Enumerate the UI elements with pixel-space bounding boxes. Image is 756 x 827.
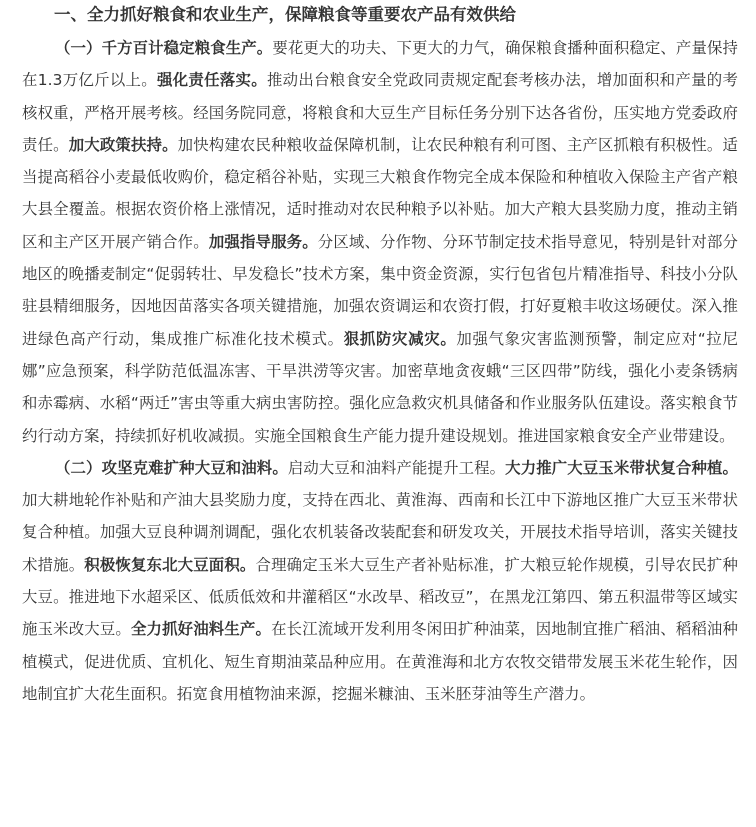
body-text: 加大耕地轮作补贴和产油大县奖励力度，支持在西北、黄淮海、西南和长江中下游地区推广大豆玉米带状复合种植。加强大豆良种调剂调配，强化农机装备改装配套和研发攻关，开展技术指导培训，落实关键技术措施。	[22, 491, 738, 574]
body-text: 推动出台粮食安全党政同责规定配套考核办法，增加面积和产量的考核权重，严格开展考核。经国务院同意，将粮食和大豆生产目标任务分别下达各省份，压实地方党委政府责任。	[22, 71, 738, 154]
body-text: 在长江流域开发利用冬闲田扩种油菜，因地制宜推广稻油、稻稻油种植模式，促进优质、宜机化、短生育期油菜品种应用。在黄淮海和北方农牧交错带发展玉米花生轮作，因地制宜扩大花生面积。拓宽食用植物油来源，挖掘米糠油、玉米胚芽油等生产潜力。	[22, 620, 738, 703]
point-title: 全力抓好油料生产。	[130, 620, 272, 639]
section-heading: 一、全力抓好粮食和农业生产，保障粮食等重要农产品有效供给	[54, 5, 516, 24]
point-title: 强化责任落实。	[156, 71, 267, 90]
body-text: 要花更大的功夫、下更大的力气，确保粮食播种面积稳定、产量保持在1.3万亿斤以上。	[22, 39, 738, 90]
paragraph-grain-production	[22, 32, 738, 452]
point-title: 狠抓防灾减灾。	[343, 329, 457, 348]
paragraph-soybean-oilseed	[22, 452, 738, 710]
point-title: 大力推广大豆玉米带状复合种植。	[505, 458, 738, 477]
point-title: 加强指导服务。	[208, 232, 318, 251]
subsection-title: （一）千方百计稳定粮食生产。	[55, 39, 273, 57]
body-text: 加强气象灾害监测预警，制定应对“拉尼娜”应急预案，科学防范低温冻害、干旱洪涝等灾害。加密草地贪夜蛾“三区四带”防线，强化小麦条锈病和赤霉病、水稻“两迁”害虫等重大病虫害防控。强化应急救灾机具储备和作业服务队伍建设。落实粮食节约行动方案，持续抓好机收减损。实施全国粮食生产能力提升建设规划。推进国家粮食安全产业带建设。	[22, 329, 738, 445]
body-text: 分区域、分作物、分环节制定技术指导意见，特别是针对部分地区的晚播麦制定“促弱转壮、早发稳长”技术方案，集中资金资源，实行包省包片精准指导、科技小分队驻县精细服务，因地因苗落实各项关键措施，加强农资调运和农资打假，打好夏粮丰收这场硬仗。深入推进绿色高产行动，集成推广标准化技术模式。	[22, 232, 739, 348]
body-text: 加快构建农民种粮收益保障机制，让农民种粮有利可图、主产区抓粮有积极性。适当提高稻谷小麦最低收购价，稳定稻谷补贴，实现三大粮食作物完全成本保险和种植收入保险主产省产粮大县全覆盖。根据农资价格上涨情况，适时推动对农民种粮予以补贴。加大产粮大县奖励力度，推动主销区和主产区开展产销合作。	[22, 135, 738, 251]
subsection-title: （二）攻坚克难扩种大豆和油料。	[55, 458, 288, 477]
point-title: 积极恢复东北大豆面积。	[84, 555, 256, 574]
body-text: 合理确定玉米大豆生产者补贴标准，扩大粮豆轮作规模，引导农民扩种大豆。推进地下水超采区、低质低效和井灌稻区“水改旱、稻改豆”，在黑龙江第四、第五积温带等区域实施玉米改大豆。	[22, 555, 738, 639]
body-text: 启动大豆和油料产能提升工程。	[287, 458, 506, 477]
point-title: 加大政策扶持。	[68, 135, 178, 154]
